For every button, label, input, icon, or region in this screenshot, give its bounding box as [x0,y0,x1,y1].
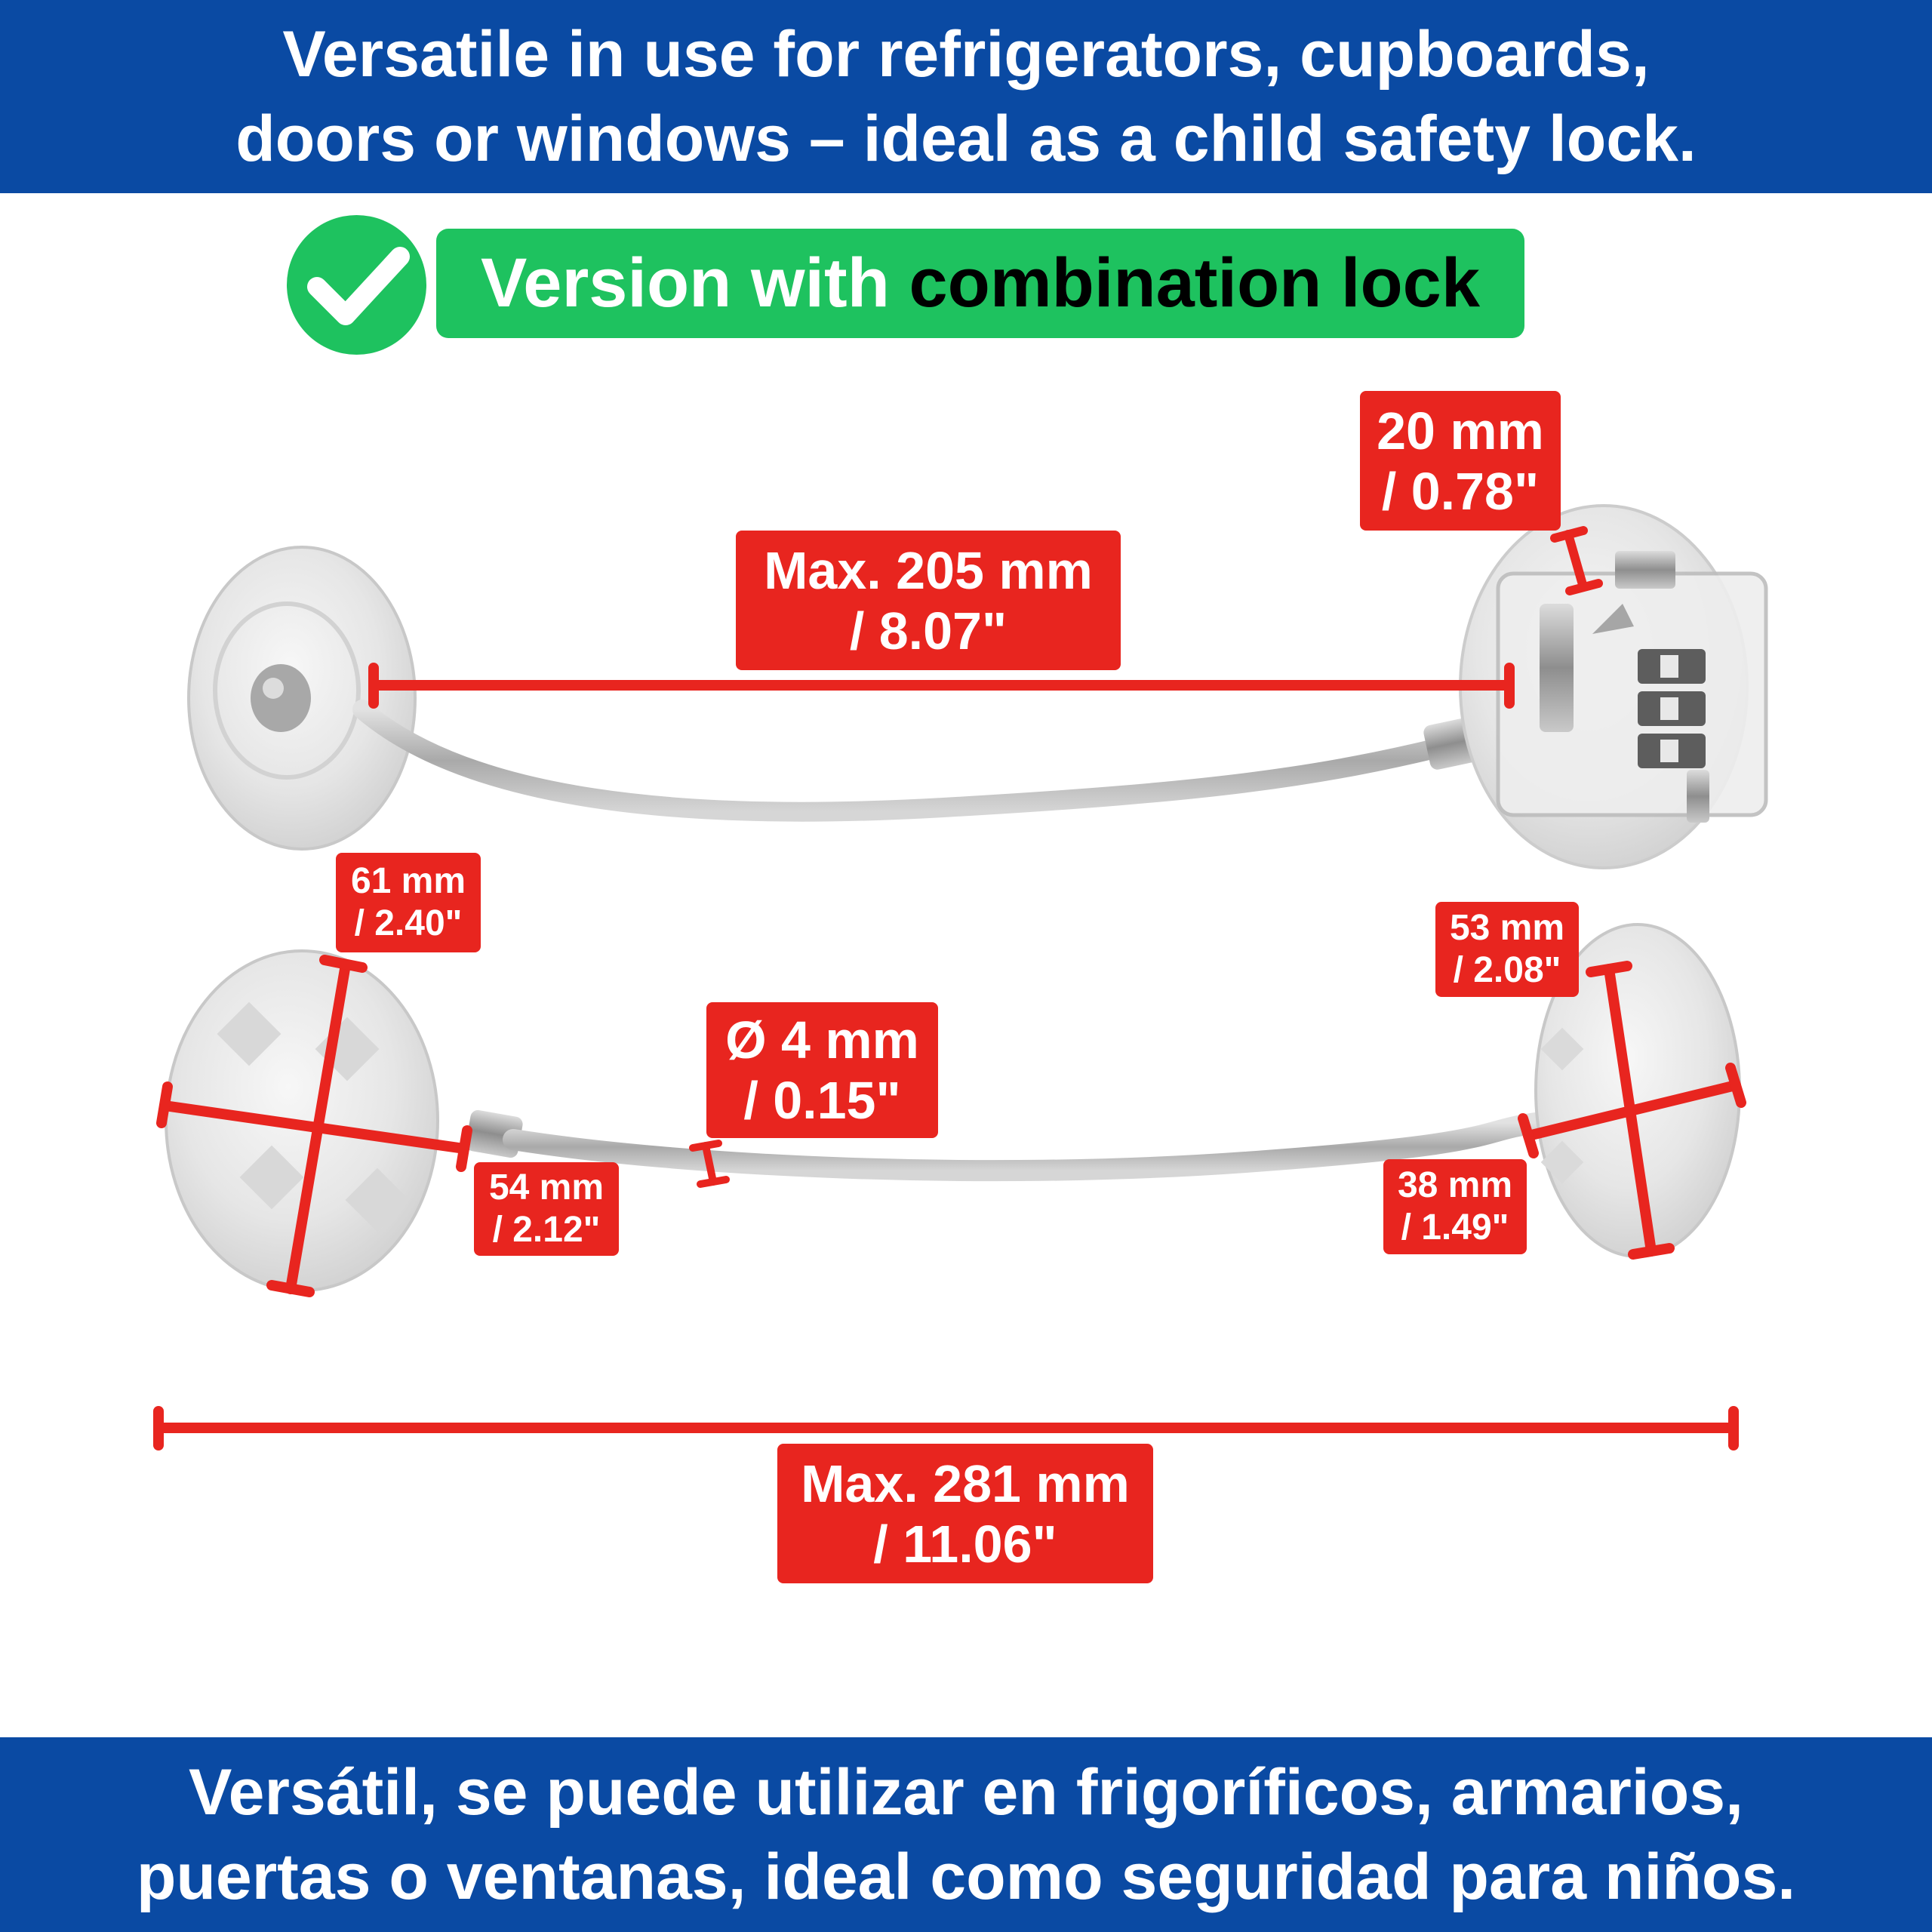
left-disc-width-label [474,1162,619,1256]
top-banner-line-1: Versatile in use for refrigerators, cupboards, [282,18,1650,91]
cable-diameter-in: / 0.15" [743,1071,901,1130]
left-disc-width-mm: 54 mm [488,1168,605,1208]
left-disc-height-in: / 2.40" [354,903,463,943]
left-disc-height-mm: 61 mm [350,861,466,901]
right-disc-width-mm: 38 mm [1397,1165,1513,1205]
bottom-cable [513,1123,1536,1171]
cable-length-dimension [374,668,1509,703]
lock-thickness-mm: 20 mm [1377,401,1544,460]
bottom-banner-line-2: puertas o ventanas, ideal como seguridad para niños. [136,1841,1796,1913]
version-badge-prefix: Version with [481,245,909,321]
version-badge-highlight: combination lock [909,245,1480,321]
total-length-mm: Max. 281 mm [801,1454,1130,1513]
bottom-banner-line-1: Versátil, se puede utilizar en frigoríficos, armarios, [189,1756,1743,1829]
top-suction-cup [189,547,415,849]
left-disc-width-in: / 2.12" [492,1210,601,1250]
right-disc-height-in: / 2.08" [1453,950,1561,990]
cable-length-label [736,531,1121,670]
bottom-banner [0,1737,1932,1932]
top-cable [362,709,1457,812]
cable-diameter-label [706,1002,938,1138]
cable-length-in: / 8.07" [849,601,1008,660]
lock-thickness-in: / 0.78" [1381,461,1540,521]
left-disc-height-label [336,853,481,952]
top-banner-line-2: doors or windows – ideal as a child safety lock. [235,103,1697,175]
right-disc-width-label [1383,1159,1527,1254]
cable-length-mm: Max. 205 mm [764,540,1093,600]
total-length-label [777,1444,1153,1583]
right-disc-height-label [1435,902,1579,997]
right-disc-width-in: / 1.49" [1401,1208,1509,1247]
total-length-in: / 11.06" [873,1514,1057,1574]
total-length-dimension [158,1411,1734,1445]
lock-thickness-label [1360,391,1561,531]
cable-diameter-mm: Ø 4 mm [725,1011,919,1069]
right-disc-height-mm: 53 mm [1449,908,1565,948]
